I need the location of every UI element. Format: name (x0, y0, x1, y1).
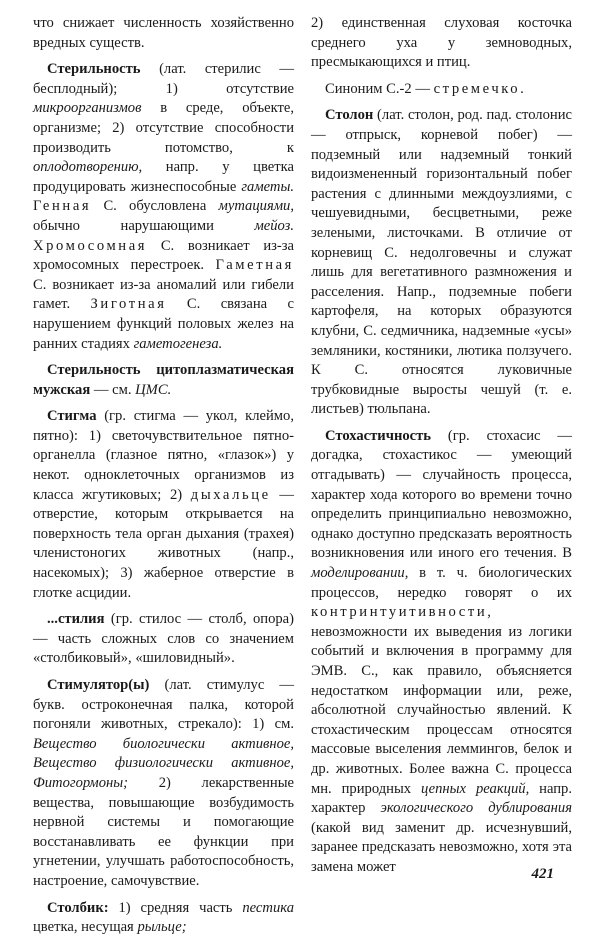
entry-term: Столбик: (47, 899, 109, 916)
entry-text: цветка, несущая (33, 919, 138, 936)
italic-ref: экологического дублирования (380, 800, 572, 817)
spaced-term: контринтуитивности, (311, 604, 494, 621)
entry-text: (лат. стерилис — бесплодный); 1) отсутствие (33, 61, 294, 97)
italic-ref: мутациями, (218, 198, 294, 215)
dictionary-entry (33, 407, 294, 603)
dictionary-entry (311, 106, 572, 420)
dictionary-entry (33, 676, 294, 892)
page-number: 421 (531, 866, 554, 882)
left-column (33, 14, 294, 945)
entry-text: — отверстие, которым открывается на поверхность тела орган дыхания (трахея) членистоногих животных (напр., насекомых); 3) жаберное отверстие в глотке асцидии. (33, 486, 294, 601)
entry-term: ...стилия (47, 611, 105, 628)
entry-text: С. возникает из-за хромосомных перестроек. (33, 237, 294, 274)
entry-term: Стерильность (47, 61, 141, 78)
entry-text: — см. (90, 381, 136, 398)
entry-text: (гр. стохасис — догадка, стохастикос — умеющий отгадывать) — случайность процесса, характер хода которого во времени точно определить принципиально невозможно, однако доступно предсказать вероятность возникновения или иного его течения. В (311, 427, 572, 562)
dictionary-entry (33, 899, 294, 938)
entry-term: Стохастичность (325, 427, 432, 444)
italic-ref: цепных реакций, (421, 780, 530, 797)
italic-ref: ЦМС. (135, 381, 172, 398)
italic-ref: микроорганизмов (33, 100, 142, 117)
italic-ref: Вещество биологически активное, Вещество физиологически активное, Фитогормоны; (33, 735, 294, 791)
entry-text: обычно нарушающими (33, 217, 255, 234)
italic-ref: рыльце; (137, 919, 187, 936)
entry-text: в т. ч. биологических процессов, нередко говорят о их (311, 565, 572, 601)
entry-text: Синоним С.-2 — (325, 80, 434, 97)
italic-ref: моделировании, (311, 565, 409, 582)
entry-text: напр. у цветка продуцировать жизнеспособные (33, 159, 294, 195)
entry-text: (какой вид заменит др. исчезнувший, заранее предсказать невозможно, хотя эта замена может (311, 819, 572, 875)
entry-text: 1) средняя часть (108, 899, 243, 916)
entry-text: С. обусловлена (91, 198, 219, 215)
entry-text: (гр. стилос — столб, опора) — часть сложных слов со значением «столбиковый», «шиловидный». (33, 611, 294, 667)
italic-ref: оплодотворению, (33, 159, 143, 176)
entry-text: напр. характер (311, 780, 573, 817)
spaced-term: стремечко. (433, 80, 527, 97)
entry-term: Стимулятор(ы) (47, 677, 150, 693)
italic-ref: мейоз. (254, 217, 294, 234)
spaced-term: Гаметная (215, 257, 294, 274)
entry-term: Столон (325, 107, 374, 124)
entry-text: (лат. стимулус — букв. остроконечная палка, которой погоняли животных, стрекало): 1) см. (33, 677, 294, 733)
spaced-term: Зиготная (90, 296, 167, 313)
dictionary-entry (33, 60, 294, 354)
italic-ref: гаметогенеза. (133, 335, 223, 352)
entry-text: С. связана с нарушением функций половых желез на ранних стадиях (33, 296, 294, 352)
spaced-term: Генная (33, 198, 92, 215)
spaced-term: дыхальце (190, 486, 271, 503)
continued-text (33, 14, 294, 53)
entry-text: (гр. стигма — укол, клеймо, пятно): 1) светочувствительное пятно-органелла (глазное пятно, «глазок») у некот. одноклеточных организмов из класса жгутиковых; 2) (33, 408, 294, 503)
right-column (311, 14, 572, 885)
entry-term: Стигма (47, 408, 97, 425)
entry-term: Стерильность цитоплазматическая мужская (33, 362, 294, 398)
entry-text: 2) лекарственные вещества, повышающие возбудимость нервной системы и помогающие восстанавливать ее функции при угнетении, улучшать работоспособность, настроение, самочувствие. (33, 774, 294, 889)
dictionary-entry (311, 427, 572, 878)
continued-text (311, 14, 572, 73)
entry-text: в среде, объекте, организме; 2) отсутствие способности производить потомство, к (33, 100, 294, 156)
dictionary-entry (33, 610, 294, 669)
entry-text: что снижает численность хозяйственно вредных существ. (33, 15, 294, 51)
dictionary-entry (33, 361, 294, 400)
dictionary-entry (311, 80, 572, 100)
entry-text: 2) единственная слуховая косточка среднего уха у земноводных, пресмыкающихся и птиц. (311, 15, 572, 71)
entry-text: С. возникает из-за аномалий или гибели гамет. (33, 276, 294, 313)
entry-text: невозможности их выведения из логики событий и включения в программу для ЭМВ. С., как правило, объясняется недостатком информации или, реже, абсолютной случайностью явлений. К стохастическим процессам относятся массовые выселения леммингов, белок и др. животных. Более важна С. процесса мн. природных (311, 623, 572, 797)
entry-text: (лат. столон, род. пад. столонис — отпрыск, корневой побег) — подземный или надземный тонкий видоизмененный горизонтальный побег растения с длинными междоузлиями, с чешуевидными, бесцветными, реже зелеными, листочками. В отличие от корневищ С. недолговечны и служат лишь для вегетативного размножения и расселения. Напр., подземные побеги картофеля, на которых образуются клубни, С. седмичника, надземные «усы» земляники, костяники, лютика ползучего. К С. относятся луковичные трубковидные выросты чешуй (т. е. листьев) тюльпана. (311, 107, 572, 418)
italic-ref: гаметы. (241, 178, 294, 195)
italic-ref: пестика (242, 899, 294, 916)
spaced-term: Хромосомная (33, 237, 148, 254)
